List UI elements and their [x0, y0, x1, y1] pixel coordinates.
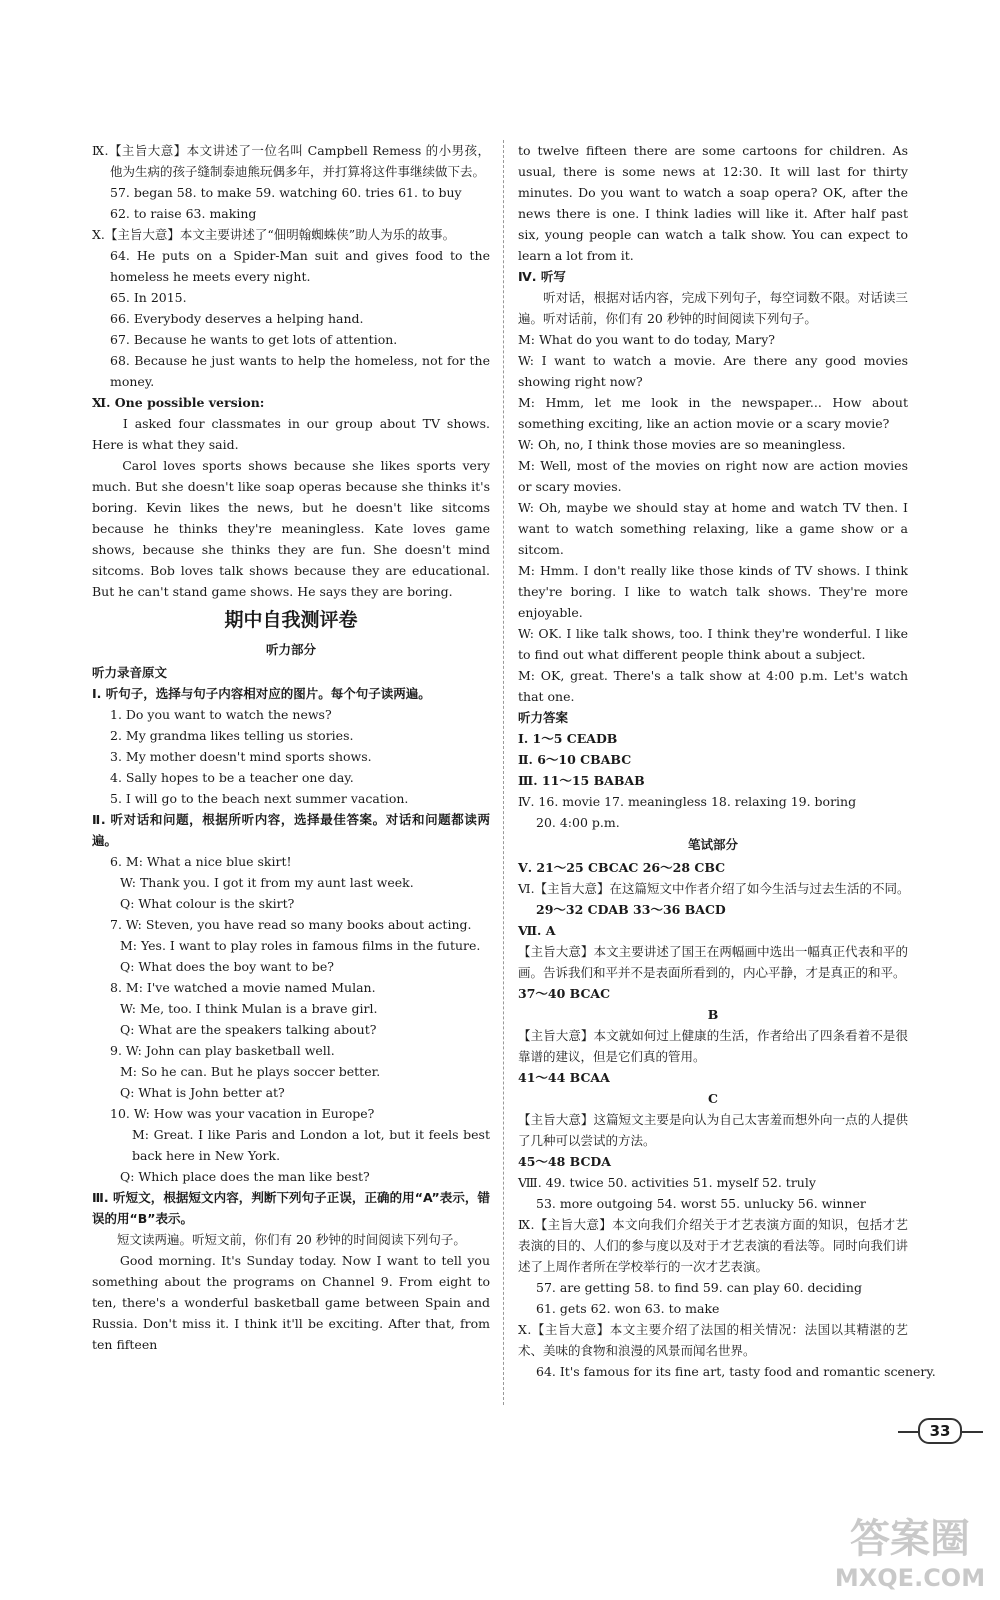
text-line: B: [707, 1007, 719, 1022]
text-line: 41～44 BCAA: [518, 1070, 610, 1085]
text-line: 【主旨大意】本文就如何过上健康的生活，作者给出了四条看着不是很靠谱的建议，但是它们真的管用。: [518, 1028, 908, 1064]
text-line: Ⅸ.【主旨大意】本文讲述了一位名叫 Campbell Remess 的小男孩，他为生病的孩子缝制泰迪熊玩偶多年，并打算将这件事继续做下去。: [92, 143, 490, 179]
text-line: 笔试部分: [687, 837, 738, 852]
text-line: M: Yes. I want to play roles in famous films in the future.: [120, 938, 481, 953]
text-line: Ⅳ. 听写: [518, 269, 566, 284]
text-line: Ⅱ. 6～10 CBABC: [518, 752, 632, 767]
text-line: Q: What is John better at?: [120, 1085, 285, 1100]
text-line: 【主旨大意】本文主要讲述了国王在两幅画中选出一幅真正代表和平的画。告诉我们和平并不是表面所看到的，内心平静，才是真正的和平。: [518, 944, 908, 980]
text-line: W: Oh, no, I think those movies are so meaningless.: [518, 437, 846, 452]
text-line: 听力录音原文: [92, 665, 168, 680]
left-column: [92, 140, 490, 1355]
text-line: 62. to raise 63. making: [110, 206, 257, 221]
text-line: Q: What colour is the skirt?: [120, 896, 295, 911]
text-line: 6. M: What a nice blue skirt!: [110, 854, 292, 869]
text-line: Ⅱ. 听对话和问题，根据所听内容，选择最佳答案。对话和问题都读两遍。: [92, 812, 490, 848]
text-line: 短文读两遍。听短文前，你们有 20 秒钟的时间阅读下列句子。: [92, 1232, 466, 1247]
text-line: 3. My mother doesn't mind sports shows.: [110, 749, 372, 764]
text-line: 37～40 BCAC: [518, 986, 611, 1001]
text-line: M: Hmm, let me look in the newspaper... How about something exciting, like an action movie or a scary movie?: [518, 395, 908, 431]
text-line: Ⅰ. 听句子，选择与句子内容相对应的图片。每个句子读两遍。: [92, 686, 431, 701]
text-line: W: Me, too. I think Mulan is a brave girl.: [120, 1001, 378, 1016]
text-line: Ⅸ.【主旨大意】本文向我们介绍关于才艺表演方面的知识，包括才艺表演的目的、人们的参与度以及对于才艺表演的看法等。同时向我们讲述了上周作者所在学校举行的一次才艺表演。: [518, 1217, 908, 1274]
page-number: 33: [918, 1418, 962, 1444]
text-line: Ⅹ.【主旨大意】本文主要讲述了“佃明翰蜘蛛侠”助人为乐的故事。: [92, 227, 456, 242]
text-line: Carol loves sports shows because she likes sports very much. But she doesn't like soap operas because she thinks it's boring. Kevin likes the news, but he doesn't like sitcoms because he thinks they're meaningless. Kate loves game shows, because she thinks they are fun. She doesn't mind sitcoms. Bob loves talk shows because they are educational. But he can't stand game shows. He says they are boring.: [92, 458, 490, 599]
text-line: M: Hmm. I don't really like those kinds of TV shows. I think they're boring. I like to watch talk shows. They're more enjoyable.: [518, 563, 908, 620]
text-line: 听对话，根据对话内容，完成下列句子，每空词数不限。对话读三遍。听对话前，你们有 20 秒钟的时间阅读下列句子。: [518, 290, 908, 326]
text-line: 57. are getting 58. to find 59. can play 60. deciding: [536, 1280, 862, 1295]
text-line: 7. W: Steven, you have read so many books about acting.: [110, 917, 472, 932]
text-line: 53. more outgoing 54. worst 55. unlucky 56. winner: [536, 1196, 866, 1211]
text-line: Ⅲ. 听短文，根据短文内容，判断下列句子正误，正确的用“A”表示，错误的用“B”表示。: [92, 1190, 490, 1226]
text-line: Ⅶ. A: [518, 923, 556, 938]
text-line: 45～48 BCDA: [518, 1154, 611, 1169]
text-line: 67. Because he wants to get lots of attention.: [110, 332, 398, 347]
text-line: M: So he can. But he plays soccer better.: [120, 1064, 381, 1079]
text-line: Ⅺ. One possible version:: [92, 395, 265, 410]
text-line: 2. My grandma likes telling us stories.: [110, 728, 354, 743]
text-line: 5. I will go to the beach next summer vacation.: [110, 791, 409, 806]
text-line: 听力答案: [518, 710, 569, 725]
text-line: M: What do you want to do today, Mary?: [518, 332, 776, 347]
text-line: 65. In 2015.: [110, 290, 187, 305]
text-line: 68. Because he just wants to help the homeless, not for the money.: [110, 353, 490, 389]
text-line: Ⅰ. 1～5 CEADB: [518, 731, 618, 746]
text-line: 1. Do you want to watch the news?: [110, 707, 332, 722]
text-line: Ⅲ. 11～15 BABAB: [518, 773, 645, 788]
right-column: [518, 140, 936, 1382]
text-line: 66. Everybody deserves a helping hand.: [110, 311, 364, 326]
text-line: Good morning. It's Sunday today. Now I want to tell you something about the programs on Channel 9. From eight to ten, there's a wonderful basketball game between Spain and Russia. Don't miss it. I think it'll be exciting. After that, from ten fifteen: [92, 1253, 490, 1352]
column-divider: [503, 140, 504, 1405]
watermark-logo: [828, 1508, 993, 1594]
text-line: 9. W: John can play basketball well.: [110, 1043, 335, 1058]
text-line: Ⅹ.【主旨大意】本文主要介绍了法国的相关情况：法国以其精湛的艺术、美味的食物和浪漫的风景而闻名世界。: [518, 1322, 908, 1358]
text-line: 61. gets 62. won 63. to make: [536, 1301, 720, 1316]
watermark-text: 答案圈: [850, 1516, 970, 1562]
text-line: 64. It's famous for its fine art, tasty food and romantic scenery.: [536, 1364, 936, 1379]
text-line: M: OK, great. There's a talk show at 4:00 p.m. Let's watch that one.: [518, 668, 908, 704]
text-line: Q: Which place does the man like best?: [120, 1169, 370, 1184]
text-line: I asked four classmates in our group about TV shows. Here is what they said.: [92, 416, 490, 452]
text-line: 29～32 CDAB 33～36 BACD: [536, 902, 726, 917]
text-line: 20. 4:00 p.m.: [536, 815, 620, 830]
text-line: 57. began 58. to make 59. watching 60. tries 61. to buy: [110, 185, 462, 200]
text-line: to twelve fifteen there are some cartoons for children. As usual, there is some news at 12:30. It will last for thirty minutes. Do you want to watch a soap opera? OK, after the news there is one. I think ladies will like it. After half past six, young people can watch a talk show. You can expect to learn a lot from it.: [518, 143, 908, 263]
text-line: M: Well, most of the movies on right now are action movies or scary movies.: [518, 458, 908, 494]
text-line: Ⅴ. 21～25 CBCAC 26～28 CBC: [518, 860, 726, 875]
text-line: C: [708, 1091, 718, 1106]
text-line: Ⅷ. 49. twice 50. activities 51. myself 52. truly: [518, 1175, 816, 1190]
text-line: Q: What does the boy want to be?: [120, 959, 334, 974]
text-line: 10. W: How was your vacation in Europe?: [110, 1106, 375, 1121]
text-line: Ⅵ.【主旨大意】在这篇短文中作者介绍了如今生活与过去生活的不同。: [518, 881, 910, 896]
text-line: W: Oh, maybe we should stay at home and watch TV then. I want to watch something relaxing, like a game show or a sitcom.: [518, 500, 908, 557]
text-line: 8. M: I've watched a movie named Mulan.: [110, 980, 376, 995]
text-line: Q: What are the speakers talking about?: [120, 1022, 377, 1037]
text-line: W: I want to watch a movie. Are there any good movies showing right now?: [518, 353, 908, 389]
text-line: W: Thank you. I got it from my aunt last week.: [120, 875, 414, 890]
text-line: Ⅳ. 16. movie 17. meaningless 18. relaxing 19. boring: [518, 794, 857, 809]
text-line: 64. He puts on a Spider-Man suit and gives food to the homeless he meets every night.: [110, 248, 490, 284]
text-line: 期中自我测评卷: [224, 609, 358, 631]
text-line: 【主旨大意】这篇短文主要是向认为自己太害羞而想外向一点的人提供了几种可以尝试的方法。: [518, 1112, 908, 1148]
text-line: M: Great. I like Paris and London a lot, but it feels best back here in New York.: [132, 1127, 490, 1163]
text-line: W: OK. I like talk shows, too. I think they're wonderful. I like to find out what different people think about a subject.: [518, 626, 908, 662]
text-line: 听力部分: [265, 642, 316, 657]
text-line: 4. Sally hopes to be a teacher one day.: [110, 770, 354, 785]
watermark-domain: MXQE.COM: [834, 1564, 986, 1592]
